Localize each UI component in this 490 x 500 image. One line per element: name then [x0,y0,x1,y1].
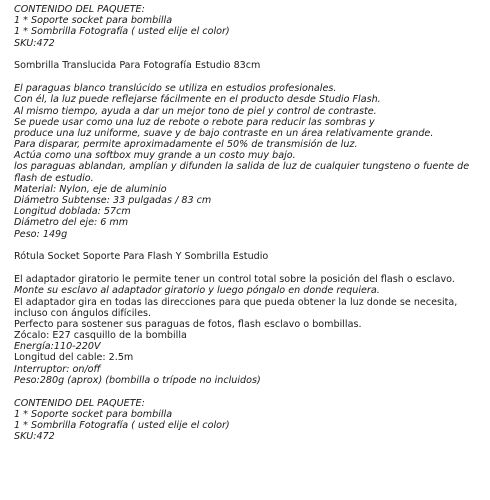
description-line: incluso con ángulos difíciles. [14,307,152,319]
product-description [14,4,486,442]
description-line: los paraguas ablandan, amplían y difunden la salida de luz de cualquier tungsteno o fuente de [14,161,470,173]
spec-line: Energía:110-220V [14,341,101,353]
description-line: El adaptador giratorio le permite tener un control total sobre la posición del flash o esclavo. [14,274,455,286]
spacer [14,72,486,84]
package-item: 1 * Sombrilla Fotografía ( usted elije el color) [14,26,230,38]
description-line: El adaptador gira en todas las direcciones para que pueda obtener la luz donde se necesita, [14,296,458,308]
spacer [14,49,486,61]
package-item: 1 * Sombrilla Fotografía ( usted elije el color) [14,419,230,431]
spec-line: Interruptor: on/off [14,363,101,375]
spec-line: Diámetro Subtense: 33 pulgadas / 83 cm [14,195,212,206]
spec-line: Diámetro del eje: 6 mm [14,217,129,229]
description-line: flash de estudio. [14,172,94,184]
description-line: Para disparar, permite aproximadamente el 50% de transmisión de luz. [14,139,358,151]
description-line: El paraguas blanco translúcido se utiliza en estudios profesionales. [14,83,337,95]
sku-label: SKU:472 [14,37,55,49]
spec-line: Longitud doblada: 57cm [14,206,131,218]
package-item: 1 * Soporte socket para bombilla [14,408,173,420]
spec-line: Peso: 149g [14,228,68,240]
description-line: Se puede usar como una luz de rebote o rebote para reducir las sombras y [14,116,375,128]
description-line: Perfecto para sostener sus paraguas de fotos, flash esclavo o bombillas. [14,318,362,330]
package-contents-top [14,4,486,49]
umbrella-section [14,60,486,239]
package-contents-title: CONTENIDO DEL PAQUETE: [14,4,145,15]
description-line: Actúa como una softbox muy grande a un costo muy bajo. [14,150,296,162]
spacer [14,386,486,398]
description-line: Monte su esclavo al adaptador giratorio y luego póngalo en donde requiera. [14,285,380,297]
spec-line: Zócalo: E27 casquillo de la bombilla [14,330,187,342]
description-line: produce una luz uniforme, suave y de bajo contraste en un área relativamente grande. [14,127,434,139]
package-contents-title: CONTENIDO DEL PAQUETE: [14,397,145,409]
section-heading: Rótula Socket Soporte Para Flash Y Sombrilla Estudio [14,251,269,263]
socket-section [14,251,486,386]
description-line: Con él, la luz puede reflejarse fácilmente en el producto desde Studio Flash. [14,94,381,106]
description-line: Al mismo tiempo, ayuda a dar un mejor tono de piel y control de contraste. [14,105,377,117]
section-heading: Sombrilla Translucida Para Fotografía Estudio 83cm [14,60,261,72]
spec-line: Longitud del cable: 2.5m [14,352,134,364]
spec-line: Peso:280g (aprox) (bombilla o trípode no incluidos) [14,374,261,386]
package-item: 1 * Soporte socket para bombilla [14,15,173,27]
spacer [14,240,486,252]
spec-line: Material: Nylon, eje de aluminio [14,183,167,195]
spacer [14,263,486,275]
package-contents-bottom [14,398,486,443]
sku-label: SKU:472 [14,431,55,443]
